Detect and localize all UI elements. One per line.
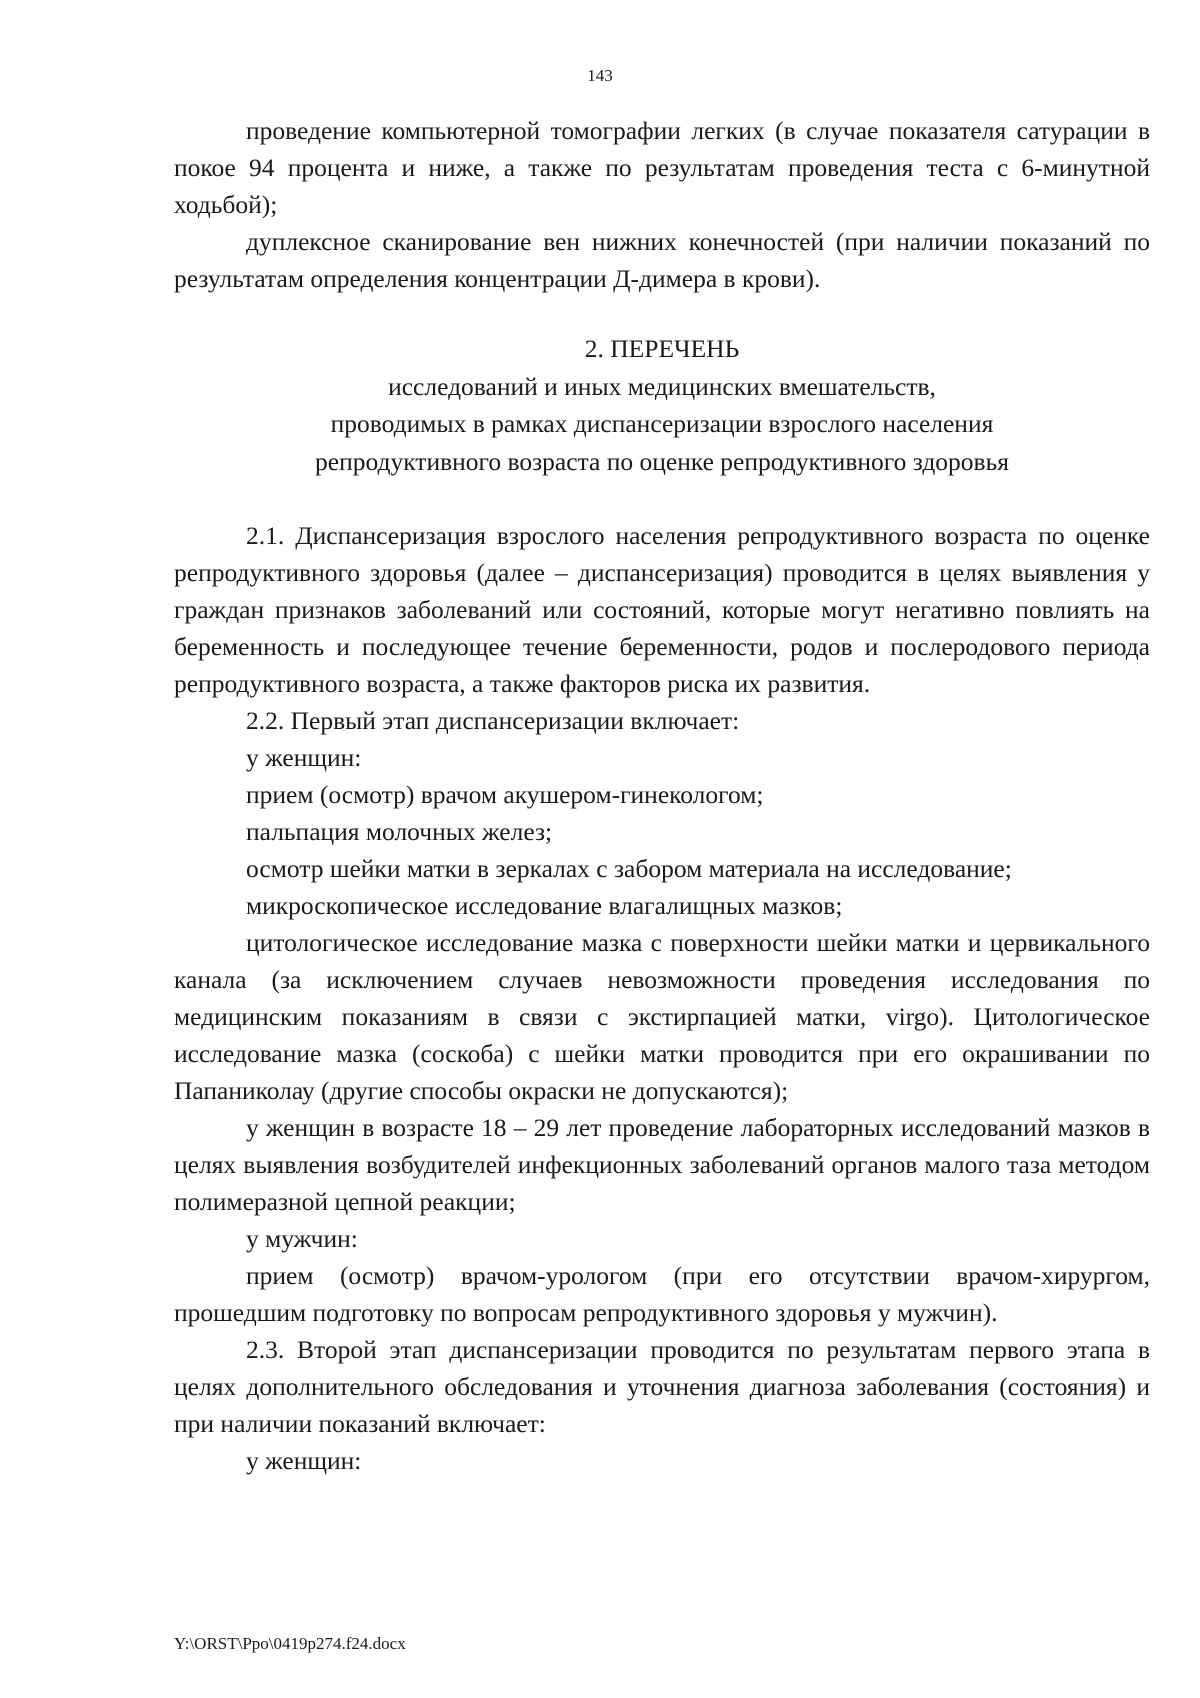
- document-body: [174, 112, 1150, 1479]
- list-item: микроскопическое исследование влагалищных мазков;: [246, 891, 843, 920]
- paragraph-duplex-scan: дуплексное сканирование вен нижних конечностей (при наличии показаний по результатам определения концентрации Д-димера в крови).: [174, 227, 1150, 293]
- section-heading: [174, 330, 1150, 480]
- footer-file-path: Y:\ORST\Ppo\0419p274.f24.docx: [174, 1634, 406, 1653]
- list-item: у женщин в возрасте 18 – 29 лет проведение лабораторных исследований мазков в целях выявления возбудителей инфекционных заболеваний органов малого таза методом полимеразной цепной реакции;: [174, 1113, 1150, 1216]
- list-item: цитологическое исследование мазка с поверхности шейки матки и цервикального канала (за исключением случаев невозможности проведения исследования по медицинским показаниям в связи с экстирпацией матки, virgo). Цитологическое исследование мазка (соскоба) с шейки матки проводится при его окрашивании по Папаниколау (другие способы окраски не допускаются);: [174, 928, 1150, 1105]
- list-item: пальпация молочных желез;: [246, 817, 553, 846]
- list-item: у мужчин:: [246, 1224, 358, 1253]
- section-heading-line: исследований и иных медицинских вмешательств,: [388, 371, 936, 401]
- section-heading-line: репродуктивного возраста по оценке репродуктивного здоровья: [315, 446, 1009, 476]
- list-item: осмотр шейки матки в зеркалах с забором материала на исследование;: [246, 854, 1012, 883]
- list-item: прием (осмотр) врачом акушером-гинекологом;: [246, 780, 764, 809]
- paragraph-ct-lungs: проведение компьютерной томографии легких (в случае показателя сатурации в покое 94 процента и ниже, а также по результатам проведения теста с 6-минутной ходьбой);: [174, 116, 1150, 219]
- list-item: у женщин:: [246, 743, 362, 772]
- paragraph-2-3: 2.3. Второй этап диспансеризации проводится по результатам первого этапа в целях дополнительного обследования и уточнения диагноза заболевания (состояния) и при наличии показаний включает:: [174, 1335, 1150, 1438]
- list-item: у женщин:: [246, 1446, 362, 1475]
- list-item: прием (осмотр) врачом-урологом (при его отсутствии врачом-хирургом, прошедшим подготовку по вопросам репродуктивного здоровья у мужчин).: [174, 1261, 1150, 1327]
- section-heading-line: проводимых в рамках диспансеризации взрослого населения: [330, 409, 994, 438]
- section-heading-title: 2. ПЕРЕЧЕНЬ: [584, 334, 740, 363]
- paragraph-2-2: 2.2. Первый этап диспансеризации включает:: [246, 706, 740, 735]
- page-number: 143: [587, 66, 613, 85]
- paragraph-2-1: 2.1. Диспансеризация взрослого населения репродуктивного возраста по оценке репродуктивного здоровья (далее – диспансеризация) проводится в целях выявления у граждан признаков заболеваний или состояний, которые могут негативно повлиять на беременность и последующее течение беременности, родов и послеродового периода репродуктивного возраста, а также факторов риска их развития.: [174, 521, 1150, 698]
